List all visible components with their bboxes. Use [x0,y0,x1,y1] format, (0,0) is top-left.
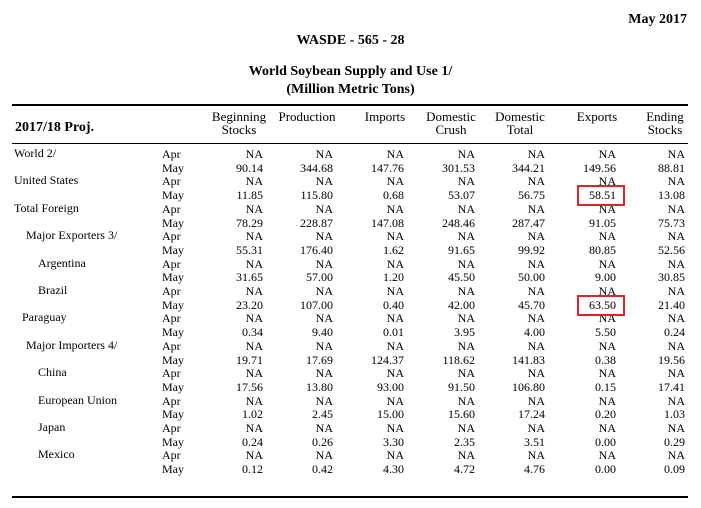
table-cell: NA [667,366,685,381]
table-cell: NA [527,284,545,298]
table-cell: 19.71 [236,352,263,367]
row-month: Apr [162,311,181,326]
table-cell: 53.07 [448,188,475,203]
table-cell: 1.02 [242,407,263,422]
row-month: May [162,325,184,340]
table-cell: 4.76 [524,462,545,477]
table-cell: 30.85 [658,270,685,285]
table-cell: NA [667,284,685,298]
table-cell: NA [667,201,685,216]
table-cell: 147.76 [371,160,404,175]
table-cell: 31.65 [236,270,263,285]
row-month: May [162,215,184,230]
table-cell: 301.53 [442,160,475,175]
table-cell: 4.00 [524,325,545,340]
table-cell: 0.38 [595,352,616,367]
table-cell: NA [667,393,685,408]
row-label: United States [14,173,79,188]
row-label: European Union [38,392,117,407]
table-cell: 75.73 [658,215,685,230]
table-cell: NA [457,147,475,161]
top-rule [12,104,688,106]
table-cell: NA [667,311,685,326]
projection-label: 2017/18 Proj. [15,120,95,135]
table-cell: 344.68 [300,160,333,175]
table-cell: 228.87 [300,215,333,230]
table-cell: 0.40 [383,297,404,312]
table-cell: 0.12 [242,462,263,477]
table-cell: NA [457,448,475,463]
table-cell: NA [598,201,616,216]
table-cell: 0.24 [664,325,685,340]
table-cell: NA [315,448,333,463]
row-month: Apr [162,448,181,463]
row-label: Paraguay [22,310,67,325]
table-cell: NA [245,366,263,381]
row-month: May [162,352,184,367]
table-cell: NA [315,311,333,326]
table-cell: NA [315,366,333,381]
table-cell: 17.69 [306,352,333,367]
table-cell: NA [386,311,404,326]
row-month: Apr [162,201,181,216]
table-cell: 88.81 [658,160,685,175]
table-cell: NA [527,338,545,353]
table-cell: NA [315,229,333,244]
table-cell: 0.01 [383,325,404,340]
table-cell: NA [598,147,616,161]
table-cell: NA [457,338,475,353]
row-label: World 2/ [14,146,57,160]
table-cell: 9.40 [312,325,333,340]
table-cell: NA [527,393,545,408]
table-cell: NA [667,229,685,244]
row-month: Apr [162,174,181,189]
table-cell: NA [386,256,404,271]
column-header-line1: Ending [646,109,684,124]
table-cell: 0.00 [595,462,616,477]
table-cell: 1.20 [383,270,404,285]
table-cell: 0.34 [242,325,263,340]
report-date: May 2017 [628,12,687,27]
row-month: Apr [162,147,181,161]
table-cell: 13.80 [306,379,333,394]
table-cell: NA [386,147,404,161]
table-cell: NA [386,421,404,435]
row-month: May [162,270,184,285]
row-label: China [38,365,67,380]
table-cell: NA [457,201,475,216]
table-cell: 2.45 [312,407,333,422]
table-cell: 13.08 [658,188,685,203]
table-cell: 149.56 [583,160,616,175]
table-cell: 3.51 [524,434,545,449]
table-cell: 91.50 [448,379,475,394]
table-cell: NA [667,421,685,435]
column-header-line2: Stocks [647,122,683,137]
table-cell: 15.60 [448,407,475,422]
table-cell: 176.40 [300,242,333,257]
table-cell: NA [598,448,616,463]
table-cell: 287.47 [512,215,545,230]
table-cell: 58.51 [589,188,616,203]
table-cell: 0.24 [242,434,263,449]
table-cell: NA [315,147,333,161]
table-cell: 11.85 [236,188,263,203]
row-label: Mexico [38,447,75,462]
table-cell: 55.31 [236,242,263,257]
table-cell: 42.00 [448,297,475,312]
table-cell: NA [457,311,475,326]
column-header-line1: Beginning [211,109,267,124]
row-label: Total Foreign [14,200,79,215]
row-month: May [162,188,184,203]
row-month: Apr [162,393,181,408]
table-cell: NA [667,338,685,353]
table-cell: NA [527,256,545,271]
table-cell: 141.83 [512,352,545,367]
table-cell: 344.21 [512,160,545,175]
column-header-line1: Domestic [426,109,476,124]
table-cell: NA [667,448,685,463]
table-cell: 0.29 [664,434,685,449]
table-cell: 52.56 [658,242,685,257]
table-cell: NA [527,421,545,435]
table-cell: NA [457,229,475,244]
table-units: (Million Metric Tons) [286,82,415,97]
table-cell: NA [245,338,263,353]
table-cell: NA [315,393,333,408]
table-cell: 56.75 [518,188,545,203]
table-cell: NA [598,174,616,189]
table-cell: 3.95 [454,325,475,340]
table-cell: NA [245,174,263,189]
column-header-line2: Total [506,122,534,137]
table-cell: 118.62 [442,352,475,367]
table-cell: 91.05 [589,215,616,230]
table-cell: NA [315,256,333,271]
table-cell: 0.42 [312,462,333,477]
table-cell: 248.46 [442,215,475,230]
table-cell: NA [386,201,404,216]
table-cell: NA [386,393,404,408]
table-cell: NA [598,366,616,381]
report-id: WASDE - 565 - 28 [296,33,405,48]
table-cell: NA [598,338,616,353]
table-cell: 45.50 [448,270,475,285]
highlight-box [577,295,625,316]
table-cell: 80.85 [589,242,616,257]
table-cell: NA [245,311,263,326]
table-cell: NA [457,284,475,298]
table-cell: 0.20 [595,407,616,422]
table-cell: NA [315,421,333,435]
table-cell: 106.80 [512,379,545,394]
column-header [262,110,352,123]
table-cell: NA [386,338,404,353]
table-cell: 0.15 [595,379,616,394]
row-month: May [162,297,184,312]
table-cell: NA [667,174,685,189]
table-cell: NA [315,201,333,216]
table-cell: 124.37 [371,352,404,367]
table-cell: NA [457,393,475,408]
table-cell: 21.40 [658,297,685,312]
table-cell: 0.00 [595,434,616,449]
bottom-rule [12,496,688,498]
row-month: May [162,242,184,257]
table-cell: 147.08 [371,215,404,230]
row-month: Apr [162,421,181,435]
header-rule [12,143,688,144]
table-cell: NA [667,147,685,161]
table-cell: 3.30 [383,434,404,449]
table-cell: NA [315,338,333,353]
table-cell: NA [386,284,404,298]
table-cell: 99.92 [518,242,545,257]
column-header-line1: Production [278,109,336,124]
table-cell: NA [527,366,545,381]
table-cell: NA [457,421,475,435]
column-header-line1: Imports [364,109,406,124]
table-cell: 2.35 [454,434,475,449]
table-cell: 17.56 [236,379,263,394]
table-cell: 57.00 [306,270,333,285]
table-cell: NA [386,229,404,244]
table-cell: NA [386,366,404,381]
table-cell: NA [315,174,333,189]
row-month: Apr [162,256,181,271]
row-month: Apr [162,284,181,298]
table-cell: 90.14 [236,160,263,175]
row-label: Major Importers 4/ [26,337,118,352]
table-cell: 5.50 [595,325,616,340]
table-cell: NA [527,201,545,216]
column-header [620,110,701,136]
table-cell: NA [527,147,545,161]
table-cell: 17.24 [518,407,545,422]
table-cell: 19.56 [658,352,685,367]
row-label: Brazil [38,283,68,297]
row-label: Japan [38,420,66,434]
table-cell: 0.68 [383,188,404,203]
column-header-line1: Domestic [495,109,545,124]
table-cell: 0.26 [312,434,333,449]
row-month: May [162,434,184,449]
table-cell: NA [527,229,545,244]
highlight-box [577,185,625,206]
table-cell: 4.30 [383,462,404,477]
column-header-line1: Exports [576,109,618,124]
table-cell: 9.00 [595,270,616,285]
table-cell: 107.00 [300,297,333,312]
row-month: May [162,407,184,422]
table-cell: NA [245,256,263,271]
table-cell: 1.62 [383,242,404,257]
table-cell: NA [457,256,475,271]
table-cell: NA [315,284,333,298]
row-month: Apr [162,338,181,353]
table-cell: NA [245,201,263,216]
table-cell: NA [245,448,263,463]
table-cell: NA [386,174,404,189]
table-cell: NA [598,393,616,408]
column-header-line2: Stocks [221,122,257,137]
table-cell: 50.00 [518,270,545,285]
table-cell: NA [527,174,545,189]
row-month: May [162,462,184,477]
table-cell: NA [245,284,263,298]
table-cell: 15.00 [377,407,404,422]
table-cell: NA [598,229,616,244]
row-label: Major Exporters 3/ [26,228,118,243]
row-month: Apr [162,229,181,244]
table-cell: 45.70 [518,297,545,312]
table-cell: NA [527,448,545,463]
column-header-line2: Crush [435,122,467,137]
table-cell: NA [667,256,685,271]
table-cell: NA [457,174,475,189]
table-cell: 63.50 [589,297,616,312]
table-cell: NA [598,421,616,435]
table-cell: NA [386,448,404,463]
table-cell: 78.29 [236,215,263,230]
table-cell: 115.80 [300,188,333,203]
table-cell: NA [598,311,616,326]
table-cell: NA [245,393,263,408]
table-cell: 93.00 [377,379,404,394]
table-title: World Soybean Supply and Use 1/ [248,64,453,79]
table-cell: 23.20 [236,297,263,312]
table-cell: NA [598,256,616,271]
table-cell: NA [527,311,545,326]
row-month: May [162,160,184,175]
table-cell: 91.65 [448,242,475,257]
table-cell: 0.09 [664,462,685,477]
table-cell: NA [245,147,263,161]
table-cell: 4.72 [454,462,475,477]
row-month: Apr [162,366,181,381]
table-cell: NA [457,366,475,381]
row-label: Argentina [38,255,86,270]
table-cell: 1.03 [664,407,685,422]
table-cell: NA [245,421,263,435]
table-cell: 17.41 [658,379,685,394]
row-month: May [162,379,184,394]
table-cell: NA [245,229,263,244]
table-cell: NA [598,284,616,298]
